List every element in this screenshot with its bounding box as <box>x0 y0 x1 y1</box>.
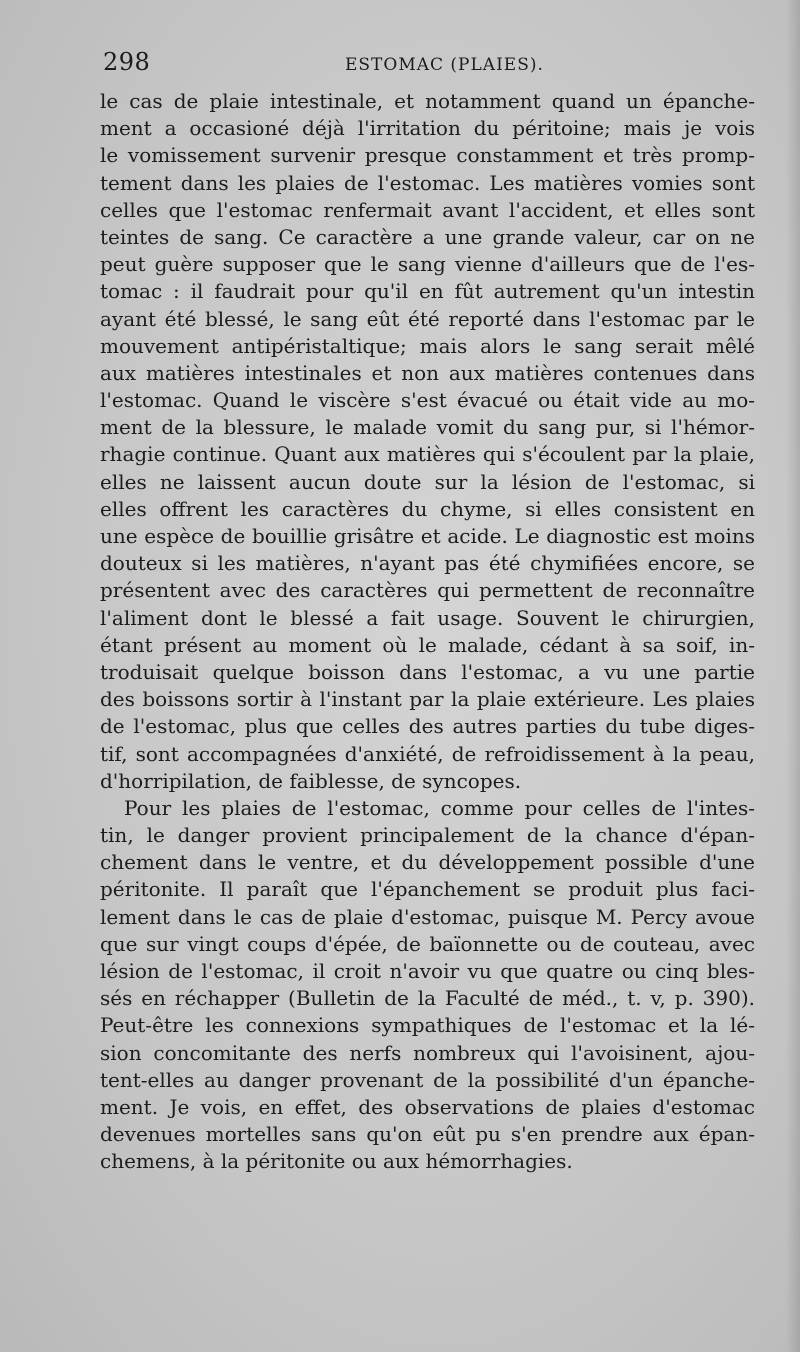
text-line: elles ne laissent aucun doute sur la lésion de l'estomac, si <box>100 469 755 494</box>
text-line: sion concomitante des nerfs nombreux qui l'avoisinent, ajou- <box>100 1040 755 1065</box>
text-line: celles que l'estomac renfermait avant l'accident, et elles sont <box>100 197 755 222</box>
page-edge-shadow <box>786 0 800 1352</box>
text-line: ment de la blessure, le malade vomit du sang pur, si l'hémor- <box>100 415 755 440</box>
text-line: ment. Je vois, en effet, des observations de plaies d'estomac <box>100 1094 755 1119</box>
text-line: teintes de sang. Ce caractère a une grande valeur, car on ne <box>100 224 755 249</box>
text-line: présentent avec des caractères qui permettent de reconnaître <box>100 578 755 603</box>
text-line: l'aliment dont le blessé a fait usage. Souvent le chirurgien, <box>100 605 755 630</box>
text-line: tement dans les plaies de l'estomac. Les matières vomies sont <box>100 170 755 195</box>
text-line: d'horripilation, de faiblesse, de syncopes. <box>100 768 522 793</box>
text-line: étant présent au moment où le malade, cédant à sa soif, in- <box>100 632 755 657</box>
text-line: lement dans le cas de plaie d'estomac, puisque M. Percy avoue <box>100 904 755 929</box>
text-line: péritonite. Il paraît que l'épanchement se produit plus faci- <box>100 877 755 902</box>
text-line: lésion de l'estomac, il croit n'avoir vu que quatre ou cinq bles- <box>100 959 755 983</box>
text-line: troduisait quelque boisson dans l'estomac, a vu une partie <box>100 659 755 684</box>
text-line: elles offrent les caractères du chyme, si elles consistent en <box>100 496 755 521</box>
text-line: Pour les plaies de l'estomac, comme pour celles de l'intes- <box>124 795 755 820</box>
text-line: des boissons sortir à l'instant par la plaie extérieure. Les plaies <box>100 687 755 712</box>
text-line: tent-elles au danger provenant de la possibilité d'un épanche- <box>100 1067 755 1092</box>
text-line: l'estomac. Quand le viscère s'est évacué ou était vide au mo- <box>100 388 755 413</box>
text-line: tomac : il faudrait pour qu'il en fût autrement qu'un intestin <box>100 279 755 304</box>
text-line: une espèce de bouillie grisâtre et acide. Le diagnostic est moins <box>100 524 755 548</box>
text-line: ment a occasioné déjà l'irritation du péritoine; mais je vois <box>100 116 755 141</box>
running-title: ESTOMAC (PLAIES). <box>345 55 544 75</box>
text-line: douteux si les matières, n'ayant pas été chymifiées encore, se <box>100 551 755 576</box>
text-line: tif, sont accompagnées d'anxiété, de refroidissement à la peau, <box>100 741 755 766</box>
text-line: aux matières intestinales et non aux matières contenues dans <box>100 360 755 385</box>
text-line: chement dans le ventre, et du développement possible d'une <box>100 850 755 875</box>
text-line: de l'estomac, plus que celles des autres parties du tube diges- <box>100 714 755 739</box>
text-line: le cas de plaie intestinale, et notamment quand un épanche- <box>100 89 755 113</box>
text-line: sés en réchapper (Bulletin de la Faculté de méd., t. v, p. 390). <box>100 986 755 1011</box>
body-text <box>100 88 755 1176</box>
text-line: tin, le danger provient principalement de la chance d'épan- <box>100 823 755 848</box>
page-number: 298 <box>103 48 151 76</box>
text-line: ayant été blessé, le sang eût été reporté dans l'estomac par le <box>100 306 755 331</box>
text-line: chemens, à la péritonite ou aux hémorrhagies. <box>100 1149 573 1174</box>
running-head <box>103 48 758 84</box>
text-line: mouvement antipéristaltique; mais alors le sang serait mêlé <box>100 333 755 358</box>
text-line: le vomissement survenir presque constamment et très promp- <box>100 143 755 168</box>
text-line: que sur vingt coups d'épée, de baïonnette ou de couteau, avec <box>100 931 755 956</box>
text-line: rhagie continue. Quant aux matières qui s'écoulent par la plaie, <box>100 442 755 467</box>
text-line: peut guère supposer que le sang vienne d'ailleurs que de l'es- <box>100 252 755 277</box>
text-line: devenues mortelles sans qu'on eût pu s'en prendre aux épan- <box>100 1122 755 1147</box>
text-line: Peut-être les connexions sympathiques de l'estomac et la lé- <box>100 1013 755 1038</box>
